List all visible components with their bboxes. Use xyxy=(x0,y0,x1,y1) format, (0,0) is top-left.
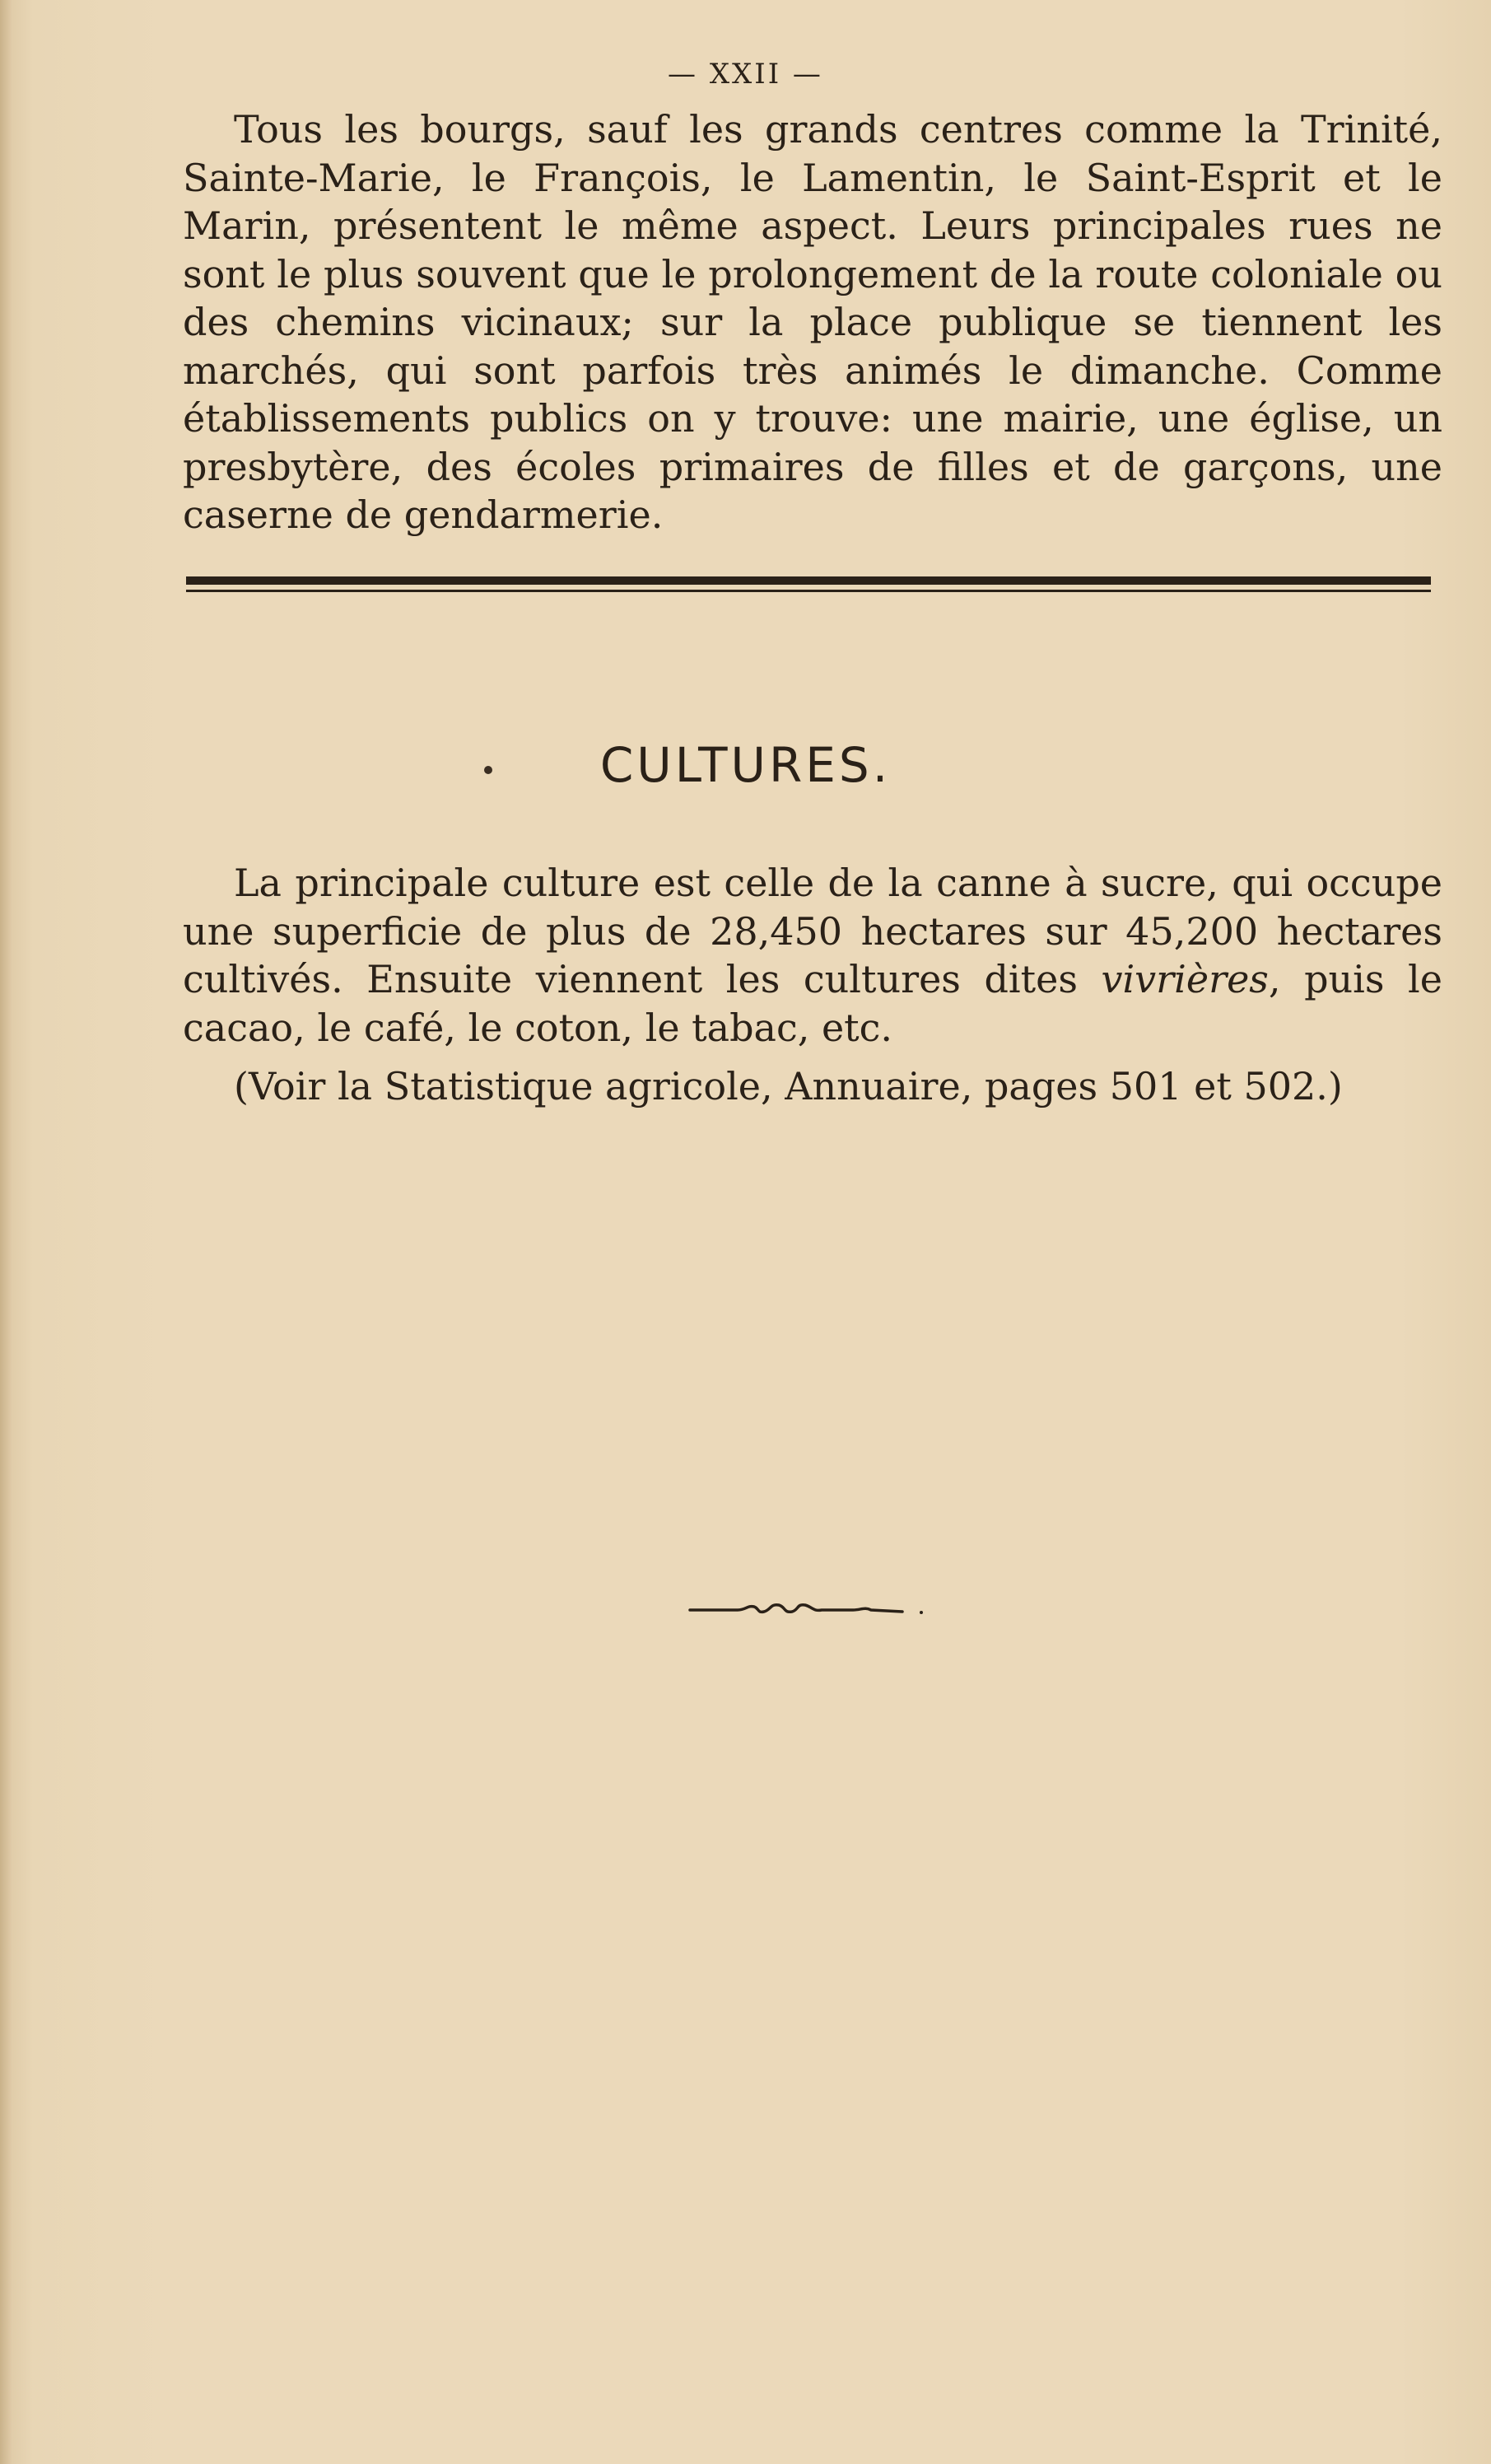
paragraph-reference: (Voir la Statistique agricole, Annuaire, pages 501 et 502.) xyxy=(234,1064,1343,1108)
section-title-cultures: CULTURES. xyxy=(599,737,892,793)
page-number-header: — XXII — xyxy=(668,58,823,91)
divider-thick-line xyxy=(186,576,1431,585)
paragraph-cultures xyxy=(183,859,1442,1052)
paragraph-cultures-italic: vivrières xyxy=(1101,957,1269,1001)
paragraph-bourgs: Tous les bourgs, sauf les grands centres comme la Trinité, Sainte-Marie, le François, le Lamentin, le Saint-Esprit et le Marin, présentent le même aspect. Leurs principales rues ne sont le plus souvent que le prolongement de la route coloniale ou des chemins vicinaux; sur la place publique se tiennent les marchés, qui sont parfois très animés le dimanche. Comme établissements publics on y trouve: une mairie, une église, un presbytère, des écoles primaires de filles et de garçons, une caserne de gendarmerie. xyxy=(183,107,1442,537)
paragraph-cultures-text-2: , puis le cacao, le café, le coton, le tabac, etc. xyxy=(183,957,1442,1050)
page-gutter xyxy=(0,0,12,2464)
paragraph-cultures-text-1: La principale culture est celle de la canne à sucre, qui occupe une superficie de plus de 28,450 hectares sur 45,200 hectares cultivés. Ensuite viennent les cultures dites xyxy=(183,861,1442,1001)
divider-thin-line xyxy=(186,590,1431,592)
end-ornament-icon xyxy=(688,1594,935,1623)
section-divider-rule xyxy=(186,576,1431,592)
